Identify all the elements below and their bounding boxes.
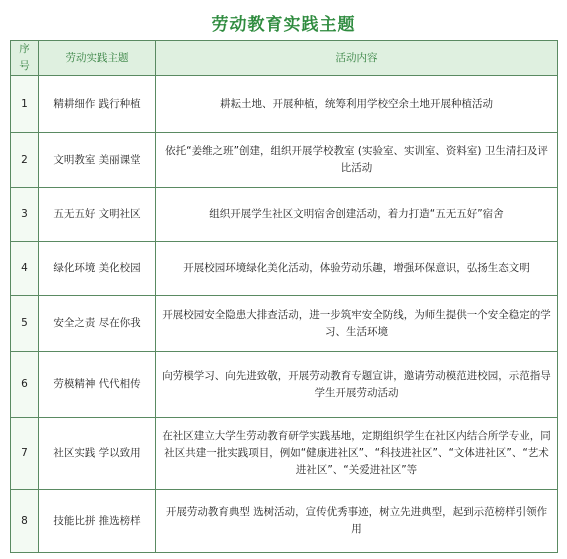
- table-row: [11, 188, 558, 242]
- table-row: [11, 242, 558, 296]
- table-row: [11, 296, 558, 352]
- row-num: 3: [11, 188, 39, 242]
- table-row: [11, 133, 558, 188]
- row-num: 7: [11, 418, 39, 490]
- row-content: 开展劳动教育典型 选树活动，宣传优秀事迹，树立先进典型，起到示范榜样引领作用: [156, 490, 558, 553]
- row-topic: 五无五好 文明社区: [39, 188, 156, 242]
- row-num: 6: [11, 352, 39, 418]
- row-topic: 精耕细作 践行种植: [39, 76, 156, 133]
- row-content: 依托“姜维之班”创建，组织开展学校教室 (实验室、实训室、资料室) 卫生清扫及评比活动: [156, 133, 558, 188]
- table-header-row: [11, 41, 558, 76]
- row-content: 耕耘土地、开展种植，统筹利用学校空余土地开展种植活动: [156, 76, 558, 133]
- row-content: 开展校园安全隐患大排查活动，进一步筑牢安全防线，为师生提供一个安全稳定的学习、生活环境: [156, 296, 558, 352]
- row-num: 8: [11, 490, 39, 553]
- row-content: 在社区建立大学生劳动教育研学实践基地，定期组织学生在社区内结合所学专业，同社区共建一批实践项目，例如“健康进社区”、“科技进社区”、“文体进社区”、“艺术进社区”、“关爱进社区”等: [156, 418, 558, 490]
- topics-table: [10, 40, 558, 553]
- table-row: [11, 490, 558, 553]
- table-row: [11, 352, 558, 418]
- row-content: 开展校园环境绿化美化活动，体验劳动乐趣，增强环保意识，弘扬生态文明: [156, 242, 558, 296]
- row-num: 4: [11, 242, 39, 296]
- row-content: 向劳模学习、向先进致敬，开展劳动教育专题宣讲，邀请劳动模范进校园，示范指导学生开展劳动活动: [156, 352, 558, 418]
- row-num: 5: [11, 296, 39, 352]
- row-topic: 安全之责 尽在你我: [39, 296, 156, 352]
- row-topic: 社区实践 学以致用: [39, 418, 156, 490]
- row-topic: 文明教室 美丽课堂: [39, 133, 156, 188]
- header-num: 序号: [11, 41, 39, 76]
- header-topic: 劳动实践主题: [39, 41, 156, 76]
- header-content: 活动内容: [156, 41, 558, 76]
- table-row: [11, 418, 558, 490]
- page-title: 劳动教育实践主题: [211, 15, 356, 35]
- row-topic: 绿化环境 美化校园: [39, 242, 156, 296]
- row-topic: 技能比拼 推选榜样: [39, 490, 156, 553]
- row-num: 1: [11, 76, 39, 133]
- table-row: [11, 76, 558, 133]
- row-num: 2: [11, 133, 39, 188]
- row-content: 组织开展学生社区文明宿舍创建活动，着力打造“五无五好”宿舍: [156, 188, 558, 242]
- row-topic: 劳模精神 代代相传: [39, 352, 156, 418]
